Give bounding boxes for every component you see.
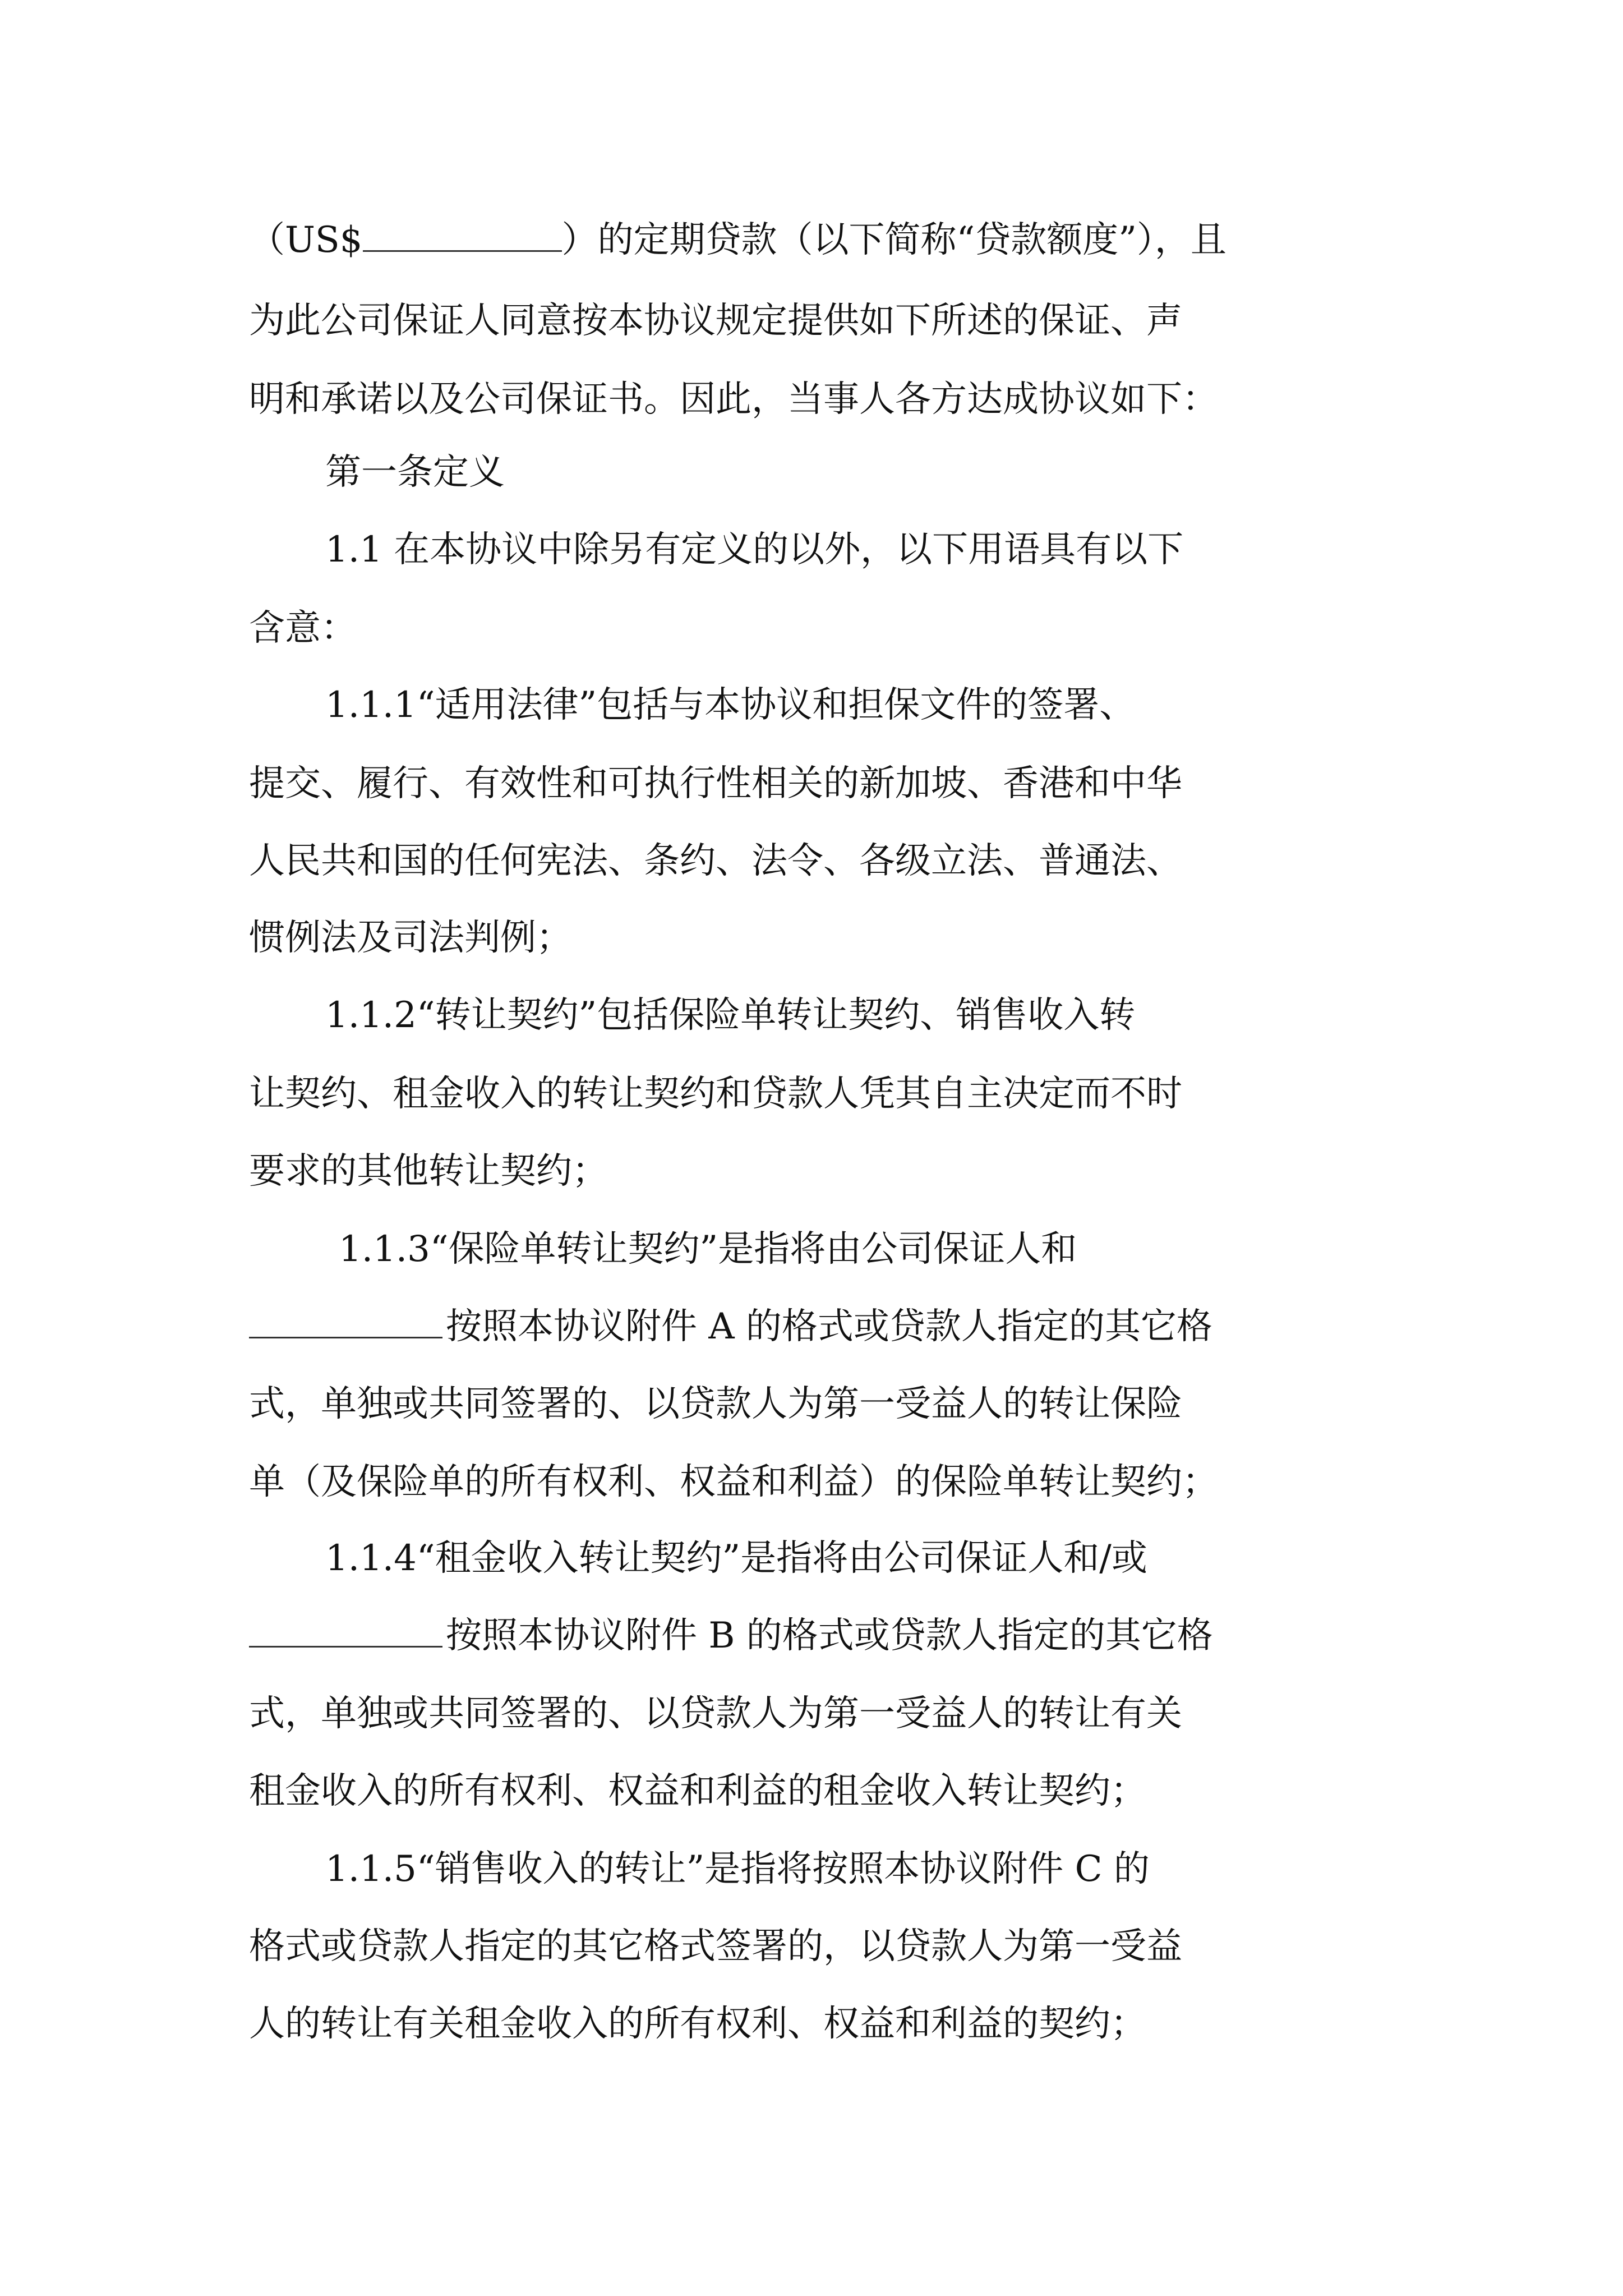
fill-in-blank — [249, 1612, 442, 1648]
paragraph-line: 1.1.3“保险单转让契约”是指将由公司保证人和 — [339, 1228, 1077, 1270]
paragraph-line: 人民共和国的任何宪法、条约、法令、各级立法、普通法、 — [249, 840, 1182, 882]
paragraph-line: 1.1.5“销售收入的转让”是指将按照本协议附件 C 的 — [325, 1848, 1150, 1890]
paragraph-line: 格式或贷款人指定的其它格式签署的，以贷款人为第一受益 — [249, 1926, 1182, 1967]
paragraph-line: 式，单独或共同签署的、以贷款人为第一受益人的转让有关 — [249, 1693, 1182, 1734]
paragraph-line: 人的转让有关租金收入的所有权利、权益和利益的契约； — [249, 2003, 1146, 2045]
paragraph-line — [249, 215, 1227, 265]
paragraph-line: 为此公司保证人同意按本协议规定提供如下所述的保证、声 — [249, 300, 1182, 342]
text-fragment: ）的定期贷款（以下简称“贷款额度”），且 — [561, 219, 1227, 261]
paragraph-line: 1.1.4“租金收入转让契约”是指将由公司保证人和/或 — [325, 1538, 1147, 1579]
paragraph-line: 1.1.1“适用法律”包括与本协议和担保文件的签署、 — [325, 684, 1136, 726]
text-fragment: 按照本协议附件 A 的格式或贷款人指定的其它格 — [446, 1306, 1212, 1347]
paragraph-line — [249, 1301, 1212, 1352]
paragraph-line: 让契约、租金收入的转让契约和贷款人凭其自主决定而不时 — [249, 1073, 1182, 1115]
paragraph-line: 明和承诺以及公司保证书。因此，当事人各方达成协议如下： — [249, 379, 1218, 420]
section-heading: 第一条定义 — [325, 452, 505, 493]
text-fragment: 按照本协议附件 B 的格式或贷款人指定的其它格 — [446, 1615, 1213, 1657]
fill-in-blank — [363, 217, 562, 252]
paragraph-line — [249, 1611, 1213, 1661]
paragraph-line: 含意： — [249, 608, 357, 649]
paragraph-line: 惯例法及司法判例； — [249, 917, 572, 959]
paragraph-line: 单（及保险单的所有权利、权益和利益）的保险单转让契约； — [249, 1461, 1218, 1503]
paragraph-line: 1.1 在本协议中除另有定义的以外，以下用语具有以下 — [325, 529, 1184, 570]
paragraph-line: 式，单独或共同签署的、以贷款人为第一受益人的转让保险 — [249, 1383, 1182, 1425]
paragraph-line: 要求的其他转让契约； — [249, 1151, 608, 1192]
fill-in-blank — [249, 1303, 442, 1338]
paragraph-line: 1.1.2“转让契约”包括保险单转让契约、销售收入转 — [325, 995, 1136, 1036]
paragraph-line: 提交、履行、有效性和可执行性相关的新加坡、香港和中华 — [249, 763, 1182, 804]
paragraph-line: 租金收入的所有权利、权益和利益的租金收入转让契约； — [249, 1770, 1146, 1812]
text-fragment: （US$ — [249, 219, 363, 261]
